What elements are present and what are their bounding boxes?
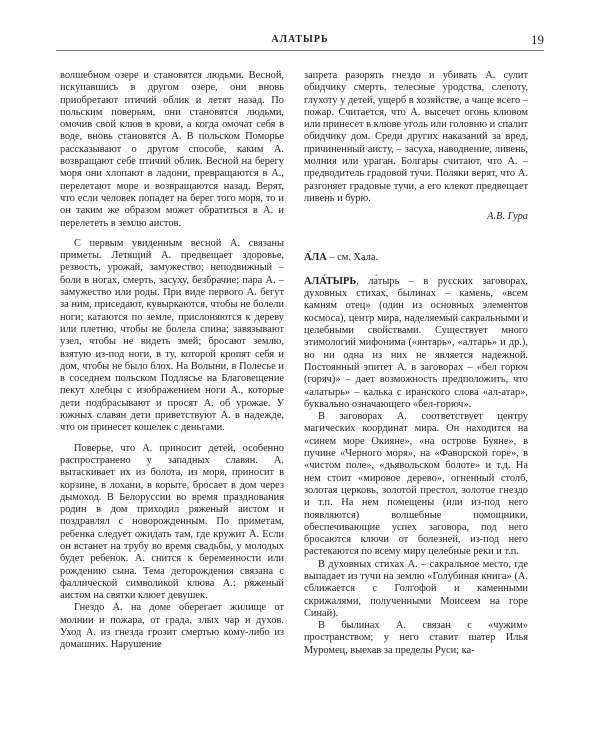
right-column	[304, 70, 528, 657]
entry-alatyr-text: , ла́тырь – в русских заговорах, духовных стихах, былинах – камень, «всем камням отец» (один из основных элементов космоса), центр мира, наделяемый сакральными и целебными свойствами. Существует много этимологий мифонима («янтарь», «алтарь» и др.), но ни одна из них не является надежной. Постоянный эпитет А. в заговорах – «бел горюч (горяч)» – дает возможность предположить, что «алатырь» – калька с иранского слова «ал-атар», буквально означающего «бел-горюч».	[304, 275, 528, 410]
page-number: 19	[531, 32, 544, 47]
lemma-ala: А́ЛА	[304, 251, 327, 263]
lemma-alatyr: АЛА́ТЫРЬ	[304, 275, 357, 287]
paragraph: В былинах А. связан с «чужим» пространством; у него ставит шатер Илья Муромец, выехав за пределы Руси; ка-	[304, 620, 528, 656]
paragraph: В заговорах А. соответствует центру магических координат мира. Он находится на «синем море Окияне», «на острове Буяне», в пучине «Черного моря», на «Фаворской горе», в «чистом поле», «дьявольском болоте» и т.д. На нем стоит «мировое дерево», огненный столб, золотая церковь, золотой престол, золотое гнездо и т.п. На нем помещены (или из-под него появляются) волшебные помощники, обеспечивающие успех заговора, под него бросаются ключи от болезней, из-под него растекаются по всему миру целебные реки и т.п.	[304, 411, 528, 558]
see-entry	[304, 252, 528, 264]
paragraph: запрета разорять гнездо и убивать А. сулит обидчику смерть, телесные уродства, слепоту, глухоту у детей, ущерб в хозяйстве, а чаще всего – пожар. Считается, что А. высечет огонь клювом или принесет в клюве уголь или головню и спалит обидчику дом. Среди других наказаний за вред, причиненный аисту, – засуха, наводнение, ливень, молния или ураган. Болгары считают, что А. – предводитель градовой тучи. Поляки верят, что А. разгоняет градовые тучи, а его клекот предвещает ливень и бурю.	[304, 70, 528, 204]
left-column	[60, 70, 284, 652]
entry-alatyr	[304, 276, 528, 411]
paragraph: В духовных стихах А. – сакральное место, где выпадает из тучи на землю «Голубиная книга» (А. сближается с Голгофой и каменными скрижалями, полученными Моисеем на горе Синай).	[304, 558, 528, 619]
paragraph: С первым увиденным весной А. связаны приметы. Летящий А. предвещает здоровье, резвость, урожай, замужество; неподвижный – боли в ногах, смерть, засуху, безбрачие; пара А. – замужество или роды. При виде первого А. бегут за ним, приседают, кувыркаются, чтобы не болели ноги; катаются по земле, прислоняются к дереву или плетню, чтобы не болела спина; завязывают узел, чтобы не видеть змей; бросают землю, взятую из-под ноги, в ту, которой кропят себя и дом, чтобы не было блох. На Волыни, в Полесье и в соседнем польском Подлясье на Благовещение пекут хлебцы с изображением ноги А., которые дети подбрасывают и просят А. об урожае. У южных славян дети приветствуют А. в надежде, что он принесет кошелек с деньгами.	[60, 237, 284, 434]
paragraph: волшебном озере и становятся людьми. Весной, искупавшись в другом озере, они вновь приобретают птичий облик и летят назад. По польским поверьям, они становятся людьми, омочив свой клюв в крови, а когда омочат себя в воде, вновь становятся А. В польском Поморье рассказывают о другом способе, каким А. возвращают себе птичий облик. Весной на берегу моря они хлопают в ладони, превращаются в А., перелетают море и возвращаются назад. Верят, что если человек попадет на берег того моря, то и он таким же образом может обратиться в А. и перелететь в землю аистов.	[60, 70, 284, 229]
author-signature: А.В. Гура	[487, 211, 528, 223]
paragraph: Гнездо А. на доме оберегает жилище от молнии и пожара, от града, злых чар и духов. Уход А. из гнезда грозит смертью кому-либо из домашних. Нарушение	[60, 602, 284, 651]
running-head: АЛАТЫРЬ	[271, 34, 329, 45]
see-entry-text: – см. Хала.	[329, 251, 379, 263]
paragraph: Поверье, что А. приносит детей, особенно распространено у западных славян. А. вытаскивает их из болота, из моря, приносит в корзине, в лохани, в корыте, бросает в дом через дымоход. В Белоруссии во время празднования родин в дом приходил ряженый аистом и поздравлял с новорожденным. По приметам, ребенка следует ожидать там, где кружит А. Если он встанет на трубу во время свадьбы, у молодых будет ребенок. А. снится к беременности или рождению сына. Тема деторождения связана с фаллической символикой клюва А.: ряженый аистом на святки клюет девушек.	[60, 442, 284, 602]
page-header	[56, 34, 544, 51]
